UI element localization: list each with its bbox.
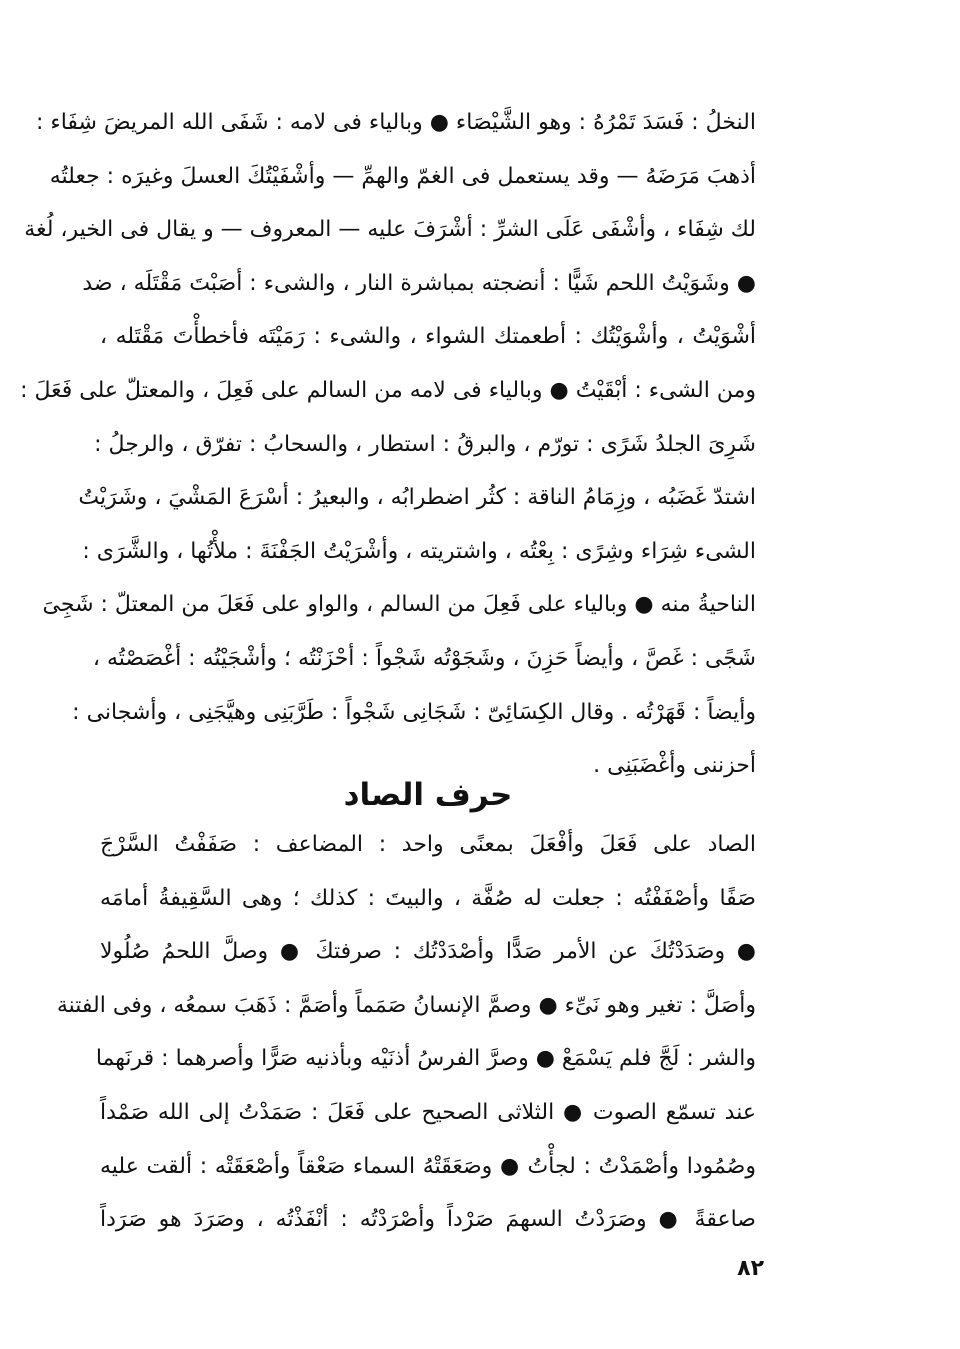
text-line: وأصَلَّ : تغير وهو نَىِّء ● وصمَّ الإنسانُ صَمَماً وأصَمَّ : ذَهَبَ سمعُه ، وفى الفتنة bbox=[56, 992, 756, 1018]
text-line: أذهبَ مَرَضَهُ — وقد يستعمل فى الغمّ والهمِّ — وأشْفَيْتُكَ العسلَ وغيرَه : جعلتُه bbox=[49, 163, 756, 189]
section-heading: حرف الصاد bbox=[343, 777, 513, 813]
body-text-bottom bbox=[56, 818, 756, 1247]
text-line: الشىء شِرَاء وشِرًى : بِعْتُه ، واشتريته ، وأشْرَيْتُ الجَفْنَةَ : ملأْتُها ، والشَّرَى : bbox=[82, 538, 756, 564]
text-line: شَجًى : غَصَّ ، وأيضاً حَزِنَ ، وشَجَوْتُه شَجْواً : أحْزَنْتُه ؛ وأشْجَيْتُه : أغْصَصْتُه ، bbox=[92, 645, 756, 671]
text-line: اشتدّ غَضَبُه ، وزِمَامُ الناقة : كثُر اضطرابُه ، والبعيرُ : أسْرَعَ المَشْيَ ، وشَرَيْتُ bbox=[78, 485, 756, 511]
text-line: الصاد على فَعَلَ وأفْعَلَ بمعنًى واحد : المضاعف : صَفَفْتُ السَّرْجَ bbox=[100, 832, 756, 857]
text-line: ● وصَدَدْتُكَ عن الأمر صَدًّا وأصْدَدْتُك : صرفتكَ ● وصلَّ اللحمُ صُلُولا bbox=[100, 939, 756, 965]
text-line: ومن الشىء : أبْقَيْتُ ● وبالياء فى لامه من السالم على فَعِلَ ، والمعتلّ على فَعَلَ : bbox=[20, 377, 756, 403]
text-line: والشر : لَجَّ فلم يَسْمَعْ ● وصرَّ الفرسُ أذنَيْه وبأذنيه صَرًّا وأصرهما : قرنَهما bbox=[95, 1046, 756, 1072]
body-text-top bbox=[20, 96, 756, 793]
text-line: النخلُ : فَسَدَ تَمْرُهُ : وهو الشَّيْصَاء ● وبالياء فى لامه : شَفَى الله المريضَ شِفَاء : bbox=[35, 110, 756, 135]
text-line: صاعقةً ● وصَرَدْتُ السهمَ صَرْداً وأصْرَدْتُه : أنْفَذْتُه ، وصَرَدَ هو صَرَداً bbox=[100, 1207, 756, 1233]
text-line: الناحيةُ منه ● وبالياء على فَعِلَ من السالم ، والواو على فَعَلَ من المعتلّ : شَجِىَ bbox=[42, 592, 756, 618]
page-number: ٨٢ bbox=[737, 1256, 764, 1281]
text-line: وأيضاً : قَهَرْتُه . وقال الكِسَائِىّ : شَجَانِى شَجْواً : طَرَّبَنِى وهيَّجَنِى ، وأشجانى : bbox=[72, 699, 756, 725]
text-line: لك شِفَاء ، وأشْفَى عَلَى الشرِّ : أشْرَفَ عليه — المعروف — و يقال فى الخير، لُغة bbox=[24, 217, 756, 243]
text-line: عند تسمّع الصوت ● الثلاثى الصحيح على فَعَلَ : صَمَدْتُ إلى الله صَمْداً bbox=[100, 1099, 756, 1125]
text-line: شَرِىَ الجلدُ شَرًى : تورّم ، والبرقُ : استطار ، والسحابُ : تفرّق ، والرجلُ : bbox=[94, 431, 756, 457]
text-line: وصُمُودا وأصْمَدْتُ : لجأْتُ ● وصَعَقَتْهُ السماء صَعْقاً وأصْعَقَتْه : ألقت عليه bbox=[100, 1153, 756, 1179]
text-line: صَفًا وأصْفَفْتُه : جعلت له صُفَّة ، والبيتَ : كذلك ؛ وهى السَّقِيفةُ أمامَه bbox=[100, 885, 756, 911]
text-line: ● وشَوَيْتُ اللحم شَيًّا : أنضجته بمباشرة النار ، والشىء : أصَبْتَ مَقْتَلَه ، ضد bbox=[82, 270, 756, 296]
text-line: أحزننى وأغْضَبَنِى . bbox=[593, 753, 756, 779]
text-line: أشْوَيْتُ ، وأشْوَيْتُك : أطعمتك الشواء ، والشىء : رَمَيْتَه فأخطأْتَ مَقْتَله ، bbox=[100, 324, 756, 350]
